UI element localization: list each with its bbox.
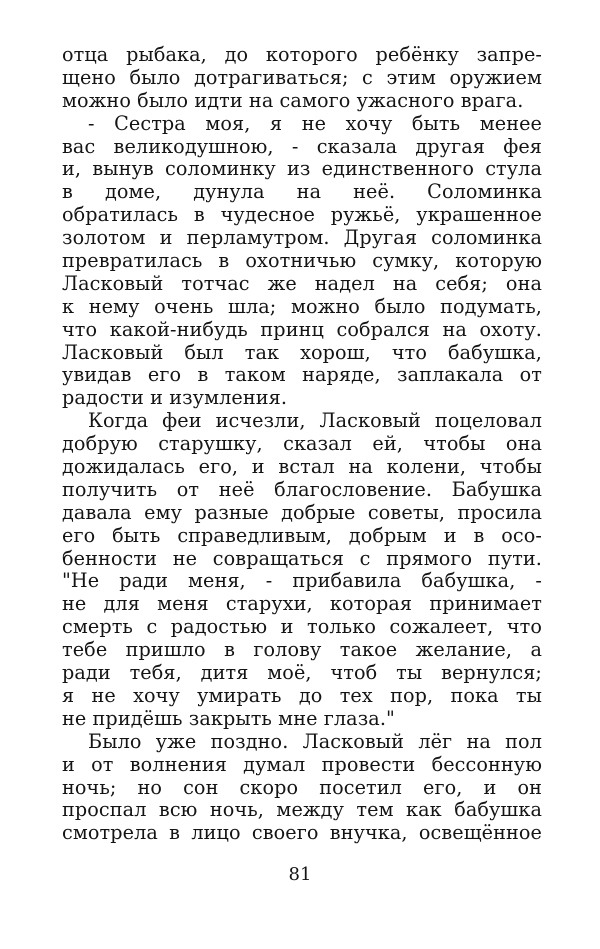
- text-line: смерть с радостью и только сожалеет, что: [62, 616, 542, 639]
- text-line: его быть справедливым, добрым и в осо-: [62, 524, 542, 547]
- text-line: "Не ради меня, - прибавила бабушка, -: [62, 570, 542, 593]
- text-line: давала ему разные добрые советы, просила: [62, 501, 542, 524]
- text-line: смотрела в лицо своего внучка, освещённое: [62, 822, 542, 845]
- text-line: тебе пришло в голову такое желание, а: [62, 639, 542, 662]
- text-line: ночь; но сон скоро посетил его, и он: [62, 776, 542, 799]
- text-line: щено было дотрагиваться; с этим оружием: [62, 66, 542, 89]
- text-line: и, вынув соломинку из единственного стула: [62, 158, 542, 181]
- text-line: превратилась в охотничью сумку, которую: [62, 250, 542, 273]
- text-line: проспал всю ночь, между тем как бабушка: [62, 799, 542, 822]
- body-text: [62, 44, 542, 845]
- text-line: вас великодушною, - сказала другая фея: [62, 135, 542, 158]
- text-line: увидав его в таком наряде, заплакала от: [62, 364, 542, 387]
- text-line: не придёшь закрыть мне глаза.": [62, 707, 395, 730]
- text-line: можно было идти на самого ужасного врага.: [62, 89, 524, 112]
- text-line: я не хочу умирать до тех пор, пока ты: [62, 684, 542, 707]
- text-line: бенности не совращаться с прямого пути.: [62, 547, 542, 570]
- page-number: 81: [288, 864, 312, 885]
- text-line: добрую старушку, сказал ей, чтобы она: [62, 433, 542, 456]
- text-line: дожидалась его, и встал на колени, чтобы: [62, 456, 542, 479]
- text-line: - Сестра моя, я не хочу быть менее: [88, 112, 542, 135]
- text-line: к нему очень шла; можно было подумать,: [62, 295, 542, 318]
- text-line: Было уже поздно. Ласковый лёг на пол: [88, 730, 542, 753]
- text-line: радости и изумления.: [62, 387, 288, 410]
- text-line: золотом и перламутром. Другая соломинка: [62, 227, 542, 250]
- text-line: Когда феи исчезли, Ласковый поцеловал: [88, 410, 542, 433]
- text-line: в доме, дунула на неё. Соломинка: [62, 181, 542, 204]
- text-line: получить от неё благословение. Бабушка: [62, 478, 542, 501]
- text-line: не для меня старухи, которая принимает: [62, 593, 542, 616]
- text-line: ради тебя, дитя моё, чтоб ты вернулся;: [62, 662, 542, 685]
- text-line: что какой-нибудь принц собрался на охоту.: [62, 318, 542, 341]
- text-line: Ласковый был так хорош, что бабушка,: [62, 341, 542, 364]
- text-line: отца рыбака, до которого ребёнку запре-: [62, 44, 542, 66]
- text-line: обратилась в чудесное ружьё, украшенное: [62, 204, 542, 227]
- text-line: и от волнения думал провести бессонную: [62, 753, 542, 776]
- text-line: Ласковый тотчас же надел на себя; она: [62, 272, 542, 295]
